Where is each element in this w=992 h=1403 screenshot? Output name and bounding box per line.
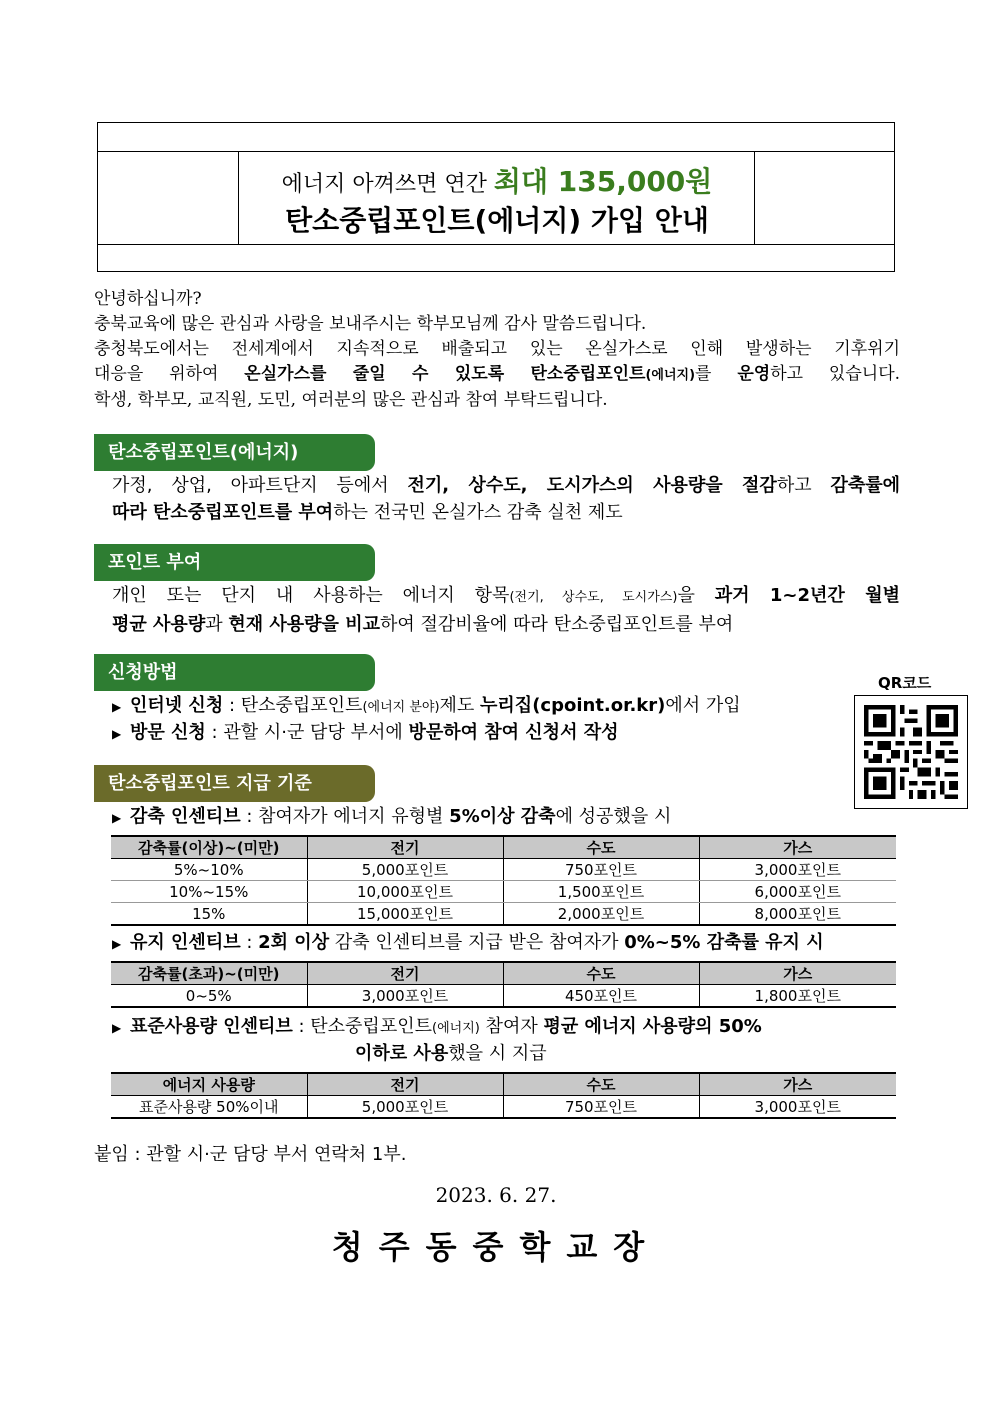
- title-divider: [754, 151, 755, 244]
- signature-principal: 청주동중학교장: [331, 1228, 661, 1266]
- table-row: [111, 881, 896, 903]
- incentive-reduction: ▶ 감축 인센티브 : 참여자가 에너지 유형별 5%이상 감축에 성공했을 시: [112, 803, 671, 832]
- section-header: 포인트 부여: [94, 544, 375, 581]
- title-highlight: 최대 135,000원: [493, 165, 713, 198]
- table-header: 가스: [699, 962, 896, 985]
- table-header: 감축률(이상)~(미만): [111, 836, 307, 859]
- table-header: 전기: [307, 962, 503, 985]
- title-divider: [97, 151, 895, 152]
- table-header: 전기: [307, 1073, 503, 1096]
- section-header: 탄소중립포인트(에너지): [94, 434, 375, 471]
- maintain-table: [111, 961, 896, 1008]
- incentive-standard: ▶ 표준사용량 인센티브 : 탄소중립포인트(에너지) 참여자 평균 에너지 사용량의 50%: [112, 1013, 762, 1042]
- intro-line: 안녕하십니까?: [94, 289, 202, 309]
- website-link[interactable]: 누리집(cpoint.or.kr): [480, 695, 666, 716]
- title-subheading: 에너지 아껴쓰면 연간 최대 135,000원: [281, 165, 713, 198]
- triangle-bullet-icon: ▶: [112, 811, 122, 825]
- table-cell: 1,800포인트: [699, 985, 896, 1008]
- table-cell: 10,000포인트: [307, 881, 503, 903]
- triangle-bullet-icon: ▶: [112, 1021, 122, 1035]
- table-cell: 450포인트: [503, 985, 699, 1008]
- intro-paragraph: [94, 287, 900, 413]
- page-title: 탄소중립포인트(에너지) 가입 안내: [285, 204, 709, 237]
- section-body: 가정, 상업, 아파트단지 등에서 전기, 상수도, 도시가스의 사용량을 절감하고 감축률에 따라 탄소중립포인트를 부여하는 전국민 온실가스 감축 실천 제도: [112, 475, 900, 523]
- table-cell: 750포인트: [503, 1096, 699, 1119]
- table-cell: 15,000포인트: [307, 903, 503, 926]
- triangle-bullet-icon: ▶: [112, 937, 122, 951]
- apply-internet-item: ▶ 인터넷 신청 : 탄소중립포인트(에너지 분야)제도 누리집(cpoint.or.kr)에서 가입: [112, 692, 741, 721]
- table-cell: 5%~10%: [111, 859, 307, 881]
- intro-line: 학생, 학부모, 교직원, 도민, 여러분의 많은 관심과 참여 부탁드립니다.: [94, 390, 608, 410]
- table-cell: 1,500포인트: [503, 881, 699, 903]
- qr-code-icon[interactable]: [854, 695, 968, 809]
- table-header: 가스: [699, 1073, 896, 1096]
- table-cell: 10%~15%: [111, 881, 307, 903]
- attachment-note: 붙임 : 관할 시·군 담당 부서 연락처 1부.: [94, 1144, 407, 1165]
- table-header-row: [111, 1073, 896, 1096]
- table-header: 감축률(초과)~(미만): [111, 962, 307, 985]
- title-divider: [238, 151, 239, 244]
- table-cell: 3,000포인트: [699, 1096, 896, 1119]
- table-row: [111, 903, 896, 926]
- section-header: 신청방법: [94, 654, 375, 691]
- table-row: [111, 859, 896, 881]
- table-header-row: [111, 962, 896, 985]
- triangle-bullet-icon: ▶: [112, 700, 122, 714]
- table-cell: 표준사용량 50%이내: [111, 1096, 307, 1119]
- section-header: 탄소중립포인트 지급 기준: [94, 765, 375, 802]
- reduction-table: [111, 835, 896, 926]
- table-header: 수도: [503, 836, 699, 859]
- table-row: [111, 1096, 896, 1119]
- table-cell: 0~5%: [111, 985, 307, 1008]
- table-header: 전기: [307, 836, 503, 859]
- table-cell: 750포인트: [503, 859, 699, 881]
- table-cell: 3,000포인트: [307, 985, 503, 1008]
- table-cell: 2,000포인트: [503, 903, 699, 926]
- section-body: 개인 또는 단지 내 사용하는 에너지 항목(전기, 상수도, 도시가스)을 과거 1~2년간 월별 평균 사용량과 현재 사용량을 비교하여 절감비율에 따라 탄소중립포인트를 부여: [112, 585, 900, 635]
- intro-line: 충북교육에 많은 관심과 사랑을 보내주시는 학부모님께 감사 말씀드립니다.: [94, 314, 647, 334]
- table-header-row: [111, 836, 896, 859]
- intro-line: 대응을 위하여 온실가스를 줄일 수 있도록 탄소중립포인트(에너지)를 운영하고 있습니다.: [94, 364, 901, 384]
- table-cell: 5,000포인트: [307, 859, 503, 881]
- title-divider: [97, 244, 895, 245]
- apply-visit-item: ▶ 방문 신청 : 관할 시·군 담당 부서에 방문하여 참여 신청서 작성: [112, 719, 619, 748]
- table-cell: 5,000포인트: [307, 1096, 503, 1119]
- document-date: 2023. 6. 27.: [435, 1183, 557, 1207]
- standard-table: [111, 1072, 896, 1119]
- table-header: 수도: [503, 1073, 699, 1096]
- table-row: [111, 985, 896, 1008]
- incentive-maintain: ▶ 유지 인센티브 : 2회 이상 감축 인센티브를 지급 받은 참여자가 0%~5% 감축률 유지 시: [112, 929, 824, 958]
- table-header: 수도: [503, 962, 699, 985]
- table-cell: 8,000포인트: [699, 903, 896, 926]
- incentive-standard-cont: 이하로 사용했을 시 지급: [355, 1043, 547, 1064]
- table-header: 가스: [699, 836, 896, 859]
- table-cell: 15%: [111, 903, 307, 926]
- table-cell: 6,000포인트: [699, 881, 896, 903]
- triangle-bullet-icon: ▶: [112, 727, 122, 741]
- table-cell: 3,000포인트: [699, 859, 896, 881]
- intro-line: 충청북도에서는 전세계에서 지속적으로 배출되고 있는 온실가스로 인해 발생하는 기후위기: [94, 339, 900, 359]
- table-header: 에너지 사용량: [111, 1073, 307, 1096]
- qr-label: QR코드: [878, 674, 932, 692]
